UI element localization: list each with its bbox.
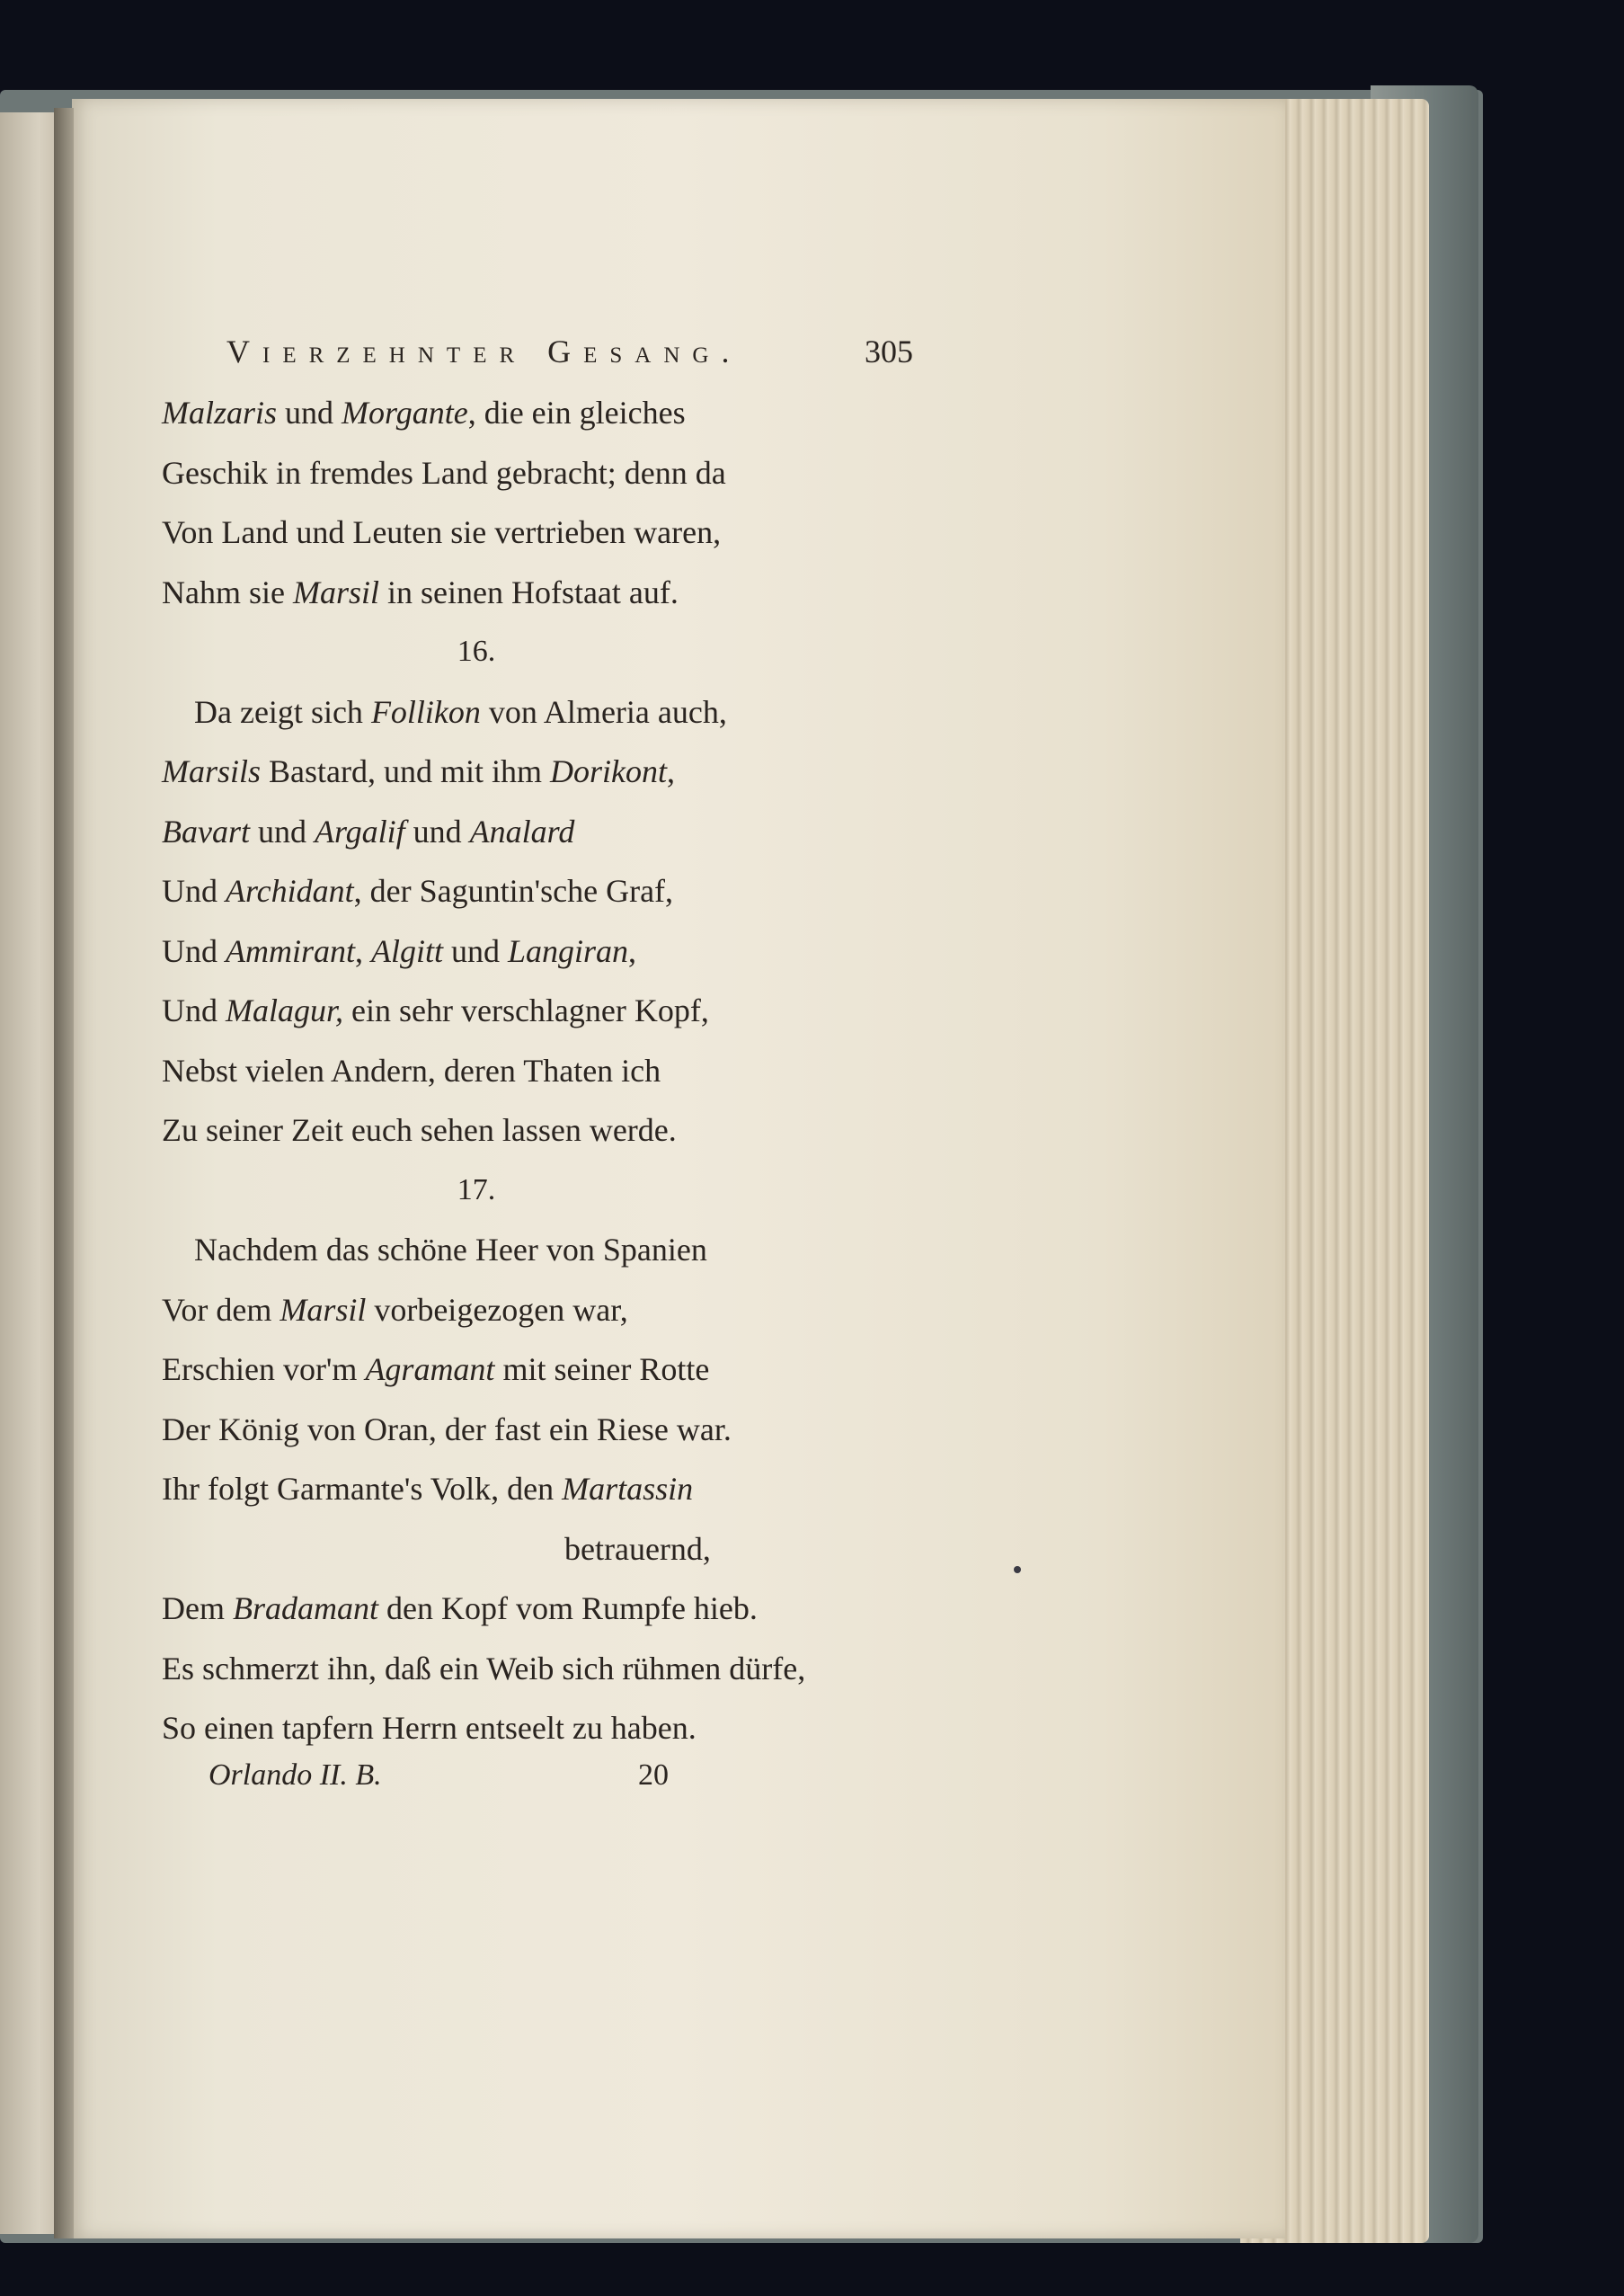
verse-text: , der Saguntin'sche Graf,: [353, 873, 674, 909]
stanza-number-17: 17.: [457, 1172, 496, 1206]
verse-line: [162, 742, 953, 802]
verse-text: ,: [667, 753, 676, 789]
verse-text: betrauernd,: [564, 1530, 711, 1567]
verse-text: Der König von Oran, der fast ein Riese war.: [162, 1411, 732, 1447]
verse-text: Ihr folgt Garmante's Volk, den: [162, 1471, 563, 1507]
verse-line: [162, 1519, 953, 1580]
verse-text: Nahm sie: [162, 574, 293, 610]
italic-name: Martassin: [562, 1471, 694, 1507]
verse-line: [162, 1459, 953, 1519]
gutter-shadow: [54, 108, 74, 2238]
verse-line: [162, 921, 953, 982]
verse-text: von Almeria auch,: [480, 693, 727, 730]
italic-name: Ammirant: [226, 932, 355, 969]
italic-name: Marsils: [162, 753, 262, 789]
italic-name: Malagur,: [226, 992, 344, 1028]
verse-line: [162, 1041, 953, 1101]
italic-name: Bavart: [162, 813, 250, 850]
italic-name: Morgante: [342, 395, 468, 431]
verse-text: den Kopf vom Rumpfe hieb.: [377, 1590, 758, 1626]
verse-text: und: [249, 813, 315, 850]
verse-text: Geschik in fremdes Land gebracht; denn da: [162, 454, 726, 491]
italic-name: Dorikont: [550, 753, 668, 789]
verse-text: So einen tapfern Herrn entseelt zu haben.: [162, 1710, 697, 1746]
stanza-number-16: 16.: [457, 635, 496, 668]
sheet-number: 20: [638, 1758, 669, 1792]
verse-line: [162, 1579, 953, 1639]
verse-text: und: [404, 813, 470, 850]
verse-text: Zu seiner Zeit euch sehen lassen werde.: [162, 1112, 677, 1148]
italic-name: Follikon: [370, 693, 481, 730]
verse-text: ,: [628, 932, 637, 969]
verse-line: [162, 563, 953, 623]
italic-name: Bradamant: [232, 1590, 378, 1626]
running-head-title: Vierzehnter Gesang.: [226, 334, 742, 369]
signature-mark: Orlando II. B.: [209, 1758, 382, 1792]
verse-line: [162, 1280, 953, 1340]
verse-text: Von Land und Leuten sie vertrieben waren,: [162, 514, 722, 550]
verse-line: [162, 1400, 953, 1460]
verse-text: Es schmerzt ihn, daß ein Weib sich rühmen dürfe,: [162, 1650, 806, 1686]
verse-text: in seinen Hofstaat auf.: [378, 574, 679, 610]
verse-text: vorbeigezogen war,: [366, 1291, 628, 1328]
italic-name: Langiran: [508, 932, 629, 969]
verse-line: [162, 443, 953, 503]
verse-text: ein sehr verschlagner Kopf,: [343, 992, 709, 1028]
verse-text: Nachdem das schöne Heer von Spanien: [194, 1232, 707, 1268]
verse-line: [162, 1639, 953, 1699]
verse-line: [162, 682, 953, 743]
verse-line: [162, 503, 953, 563]
verse-text: Da zeigt sich: [194, 693, 371, 730]
page-footer: [162, 1758, 953, 1814]
verse-text: ,: [355, 932, 371, 969]
stanza-continuation: [162, 383, 953, 622]
italic-name: Marsil: [292, 574, 379, 610]
stanza-16: [162, 682, 953, 1161]
verse-text: mit seiner Rotte: [494, 1351, 710, 1387]
verse-text: Und: [162, 932, 226, 969]
verse-line: [162, 1698, 953, 1758]
verse-text: Erschien vor'm: [162, 1351, 366, 1387]
italic-name: Agramant: [365, 1351, 495, 1387]
italic-name: Argalif: [314, 813, 405, 850]
italic-name: Archidant: [226, 873, 354, 909]
italic-name: Marsil: [280, 1291, 367, 1328]
page-number: 305: [865, 334, 913, 369]
verse-text: Bastard, und mit ihm: [261, 753, 551, 789]
verse-line: [162, 861, 953, 921]
verse-text: und: [443, 932, 508, 969]
verse-line: [162, 1339, 953, 1400]
verse-text: und: [277, 395, 342, 431]
running-head: [226, 333, 953, 383]
stanza-17: [162, 1220, 953, 1758]
verse-text: Vor dem: [162, 1291, 280, 1328]
italic-name: Analard: [469, 813, 575, 850]
verse-line: [162, 802, 953, 862]
verse-text: , die ein gleiches: [467, 395, 686, 431]
verse-text: Dem: [162, 1590, 233, 1626]
italic-name: Algitt: [371, 932, 443, 969]
text-block: [162, 333, 953, 1814]
verse-text: Und: [162, 873, 226, 909]
verse-text: Nebst vielen Andern, deren Thaten ich: [162, 1052, 661, 1089]
verse-line: [162, 981, 953, 1041]
verse-text: Und: [162, 992, 226, 1028]
dust-speck: [1014, 1566, 1021, 1573]
verse-line: [162, 1220, 953, 1280]
verse-line: [162, 383, 953, 443]
italic-name: Malzaris: [162, 395, 278, 431]
verse-line: [162, 1100, 953, 1161]
